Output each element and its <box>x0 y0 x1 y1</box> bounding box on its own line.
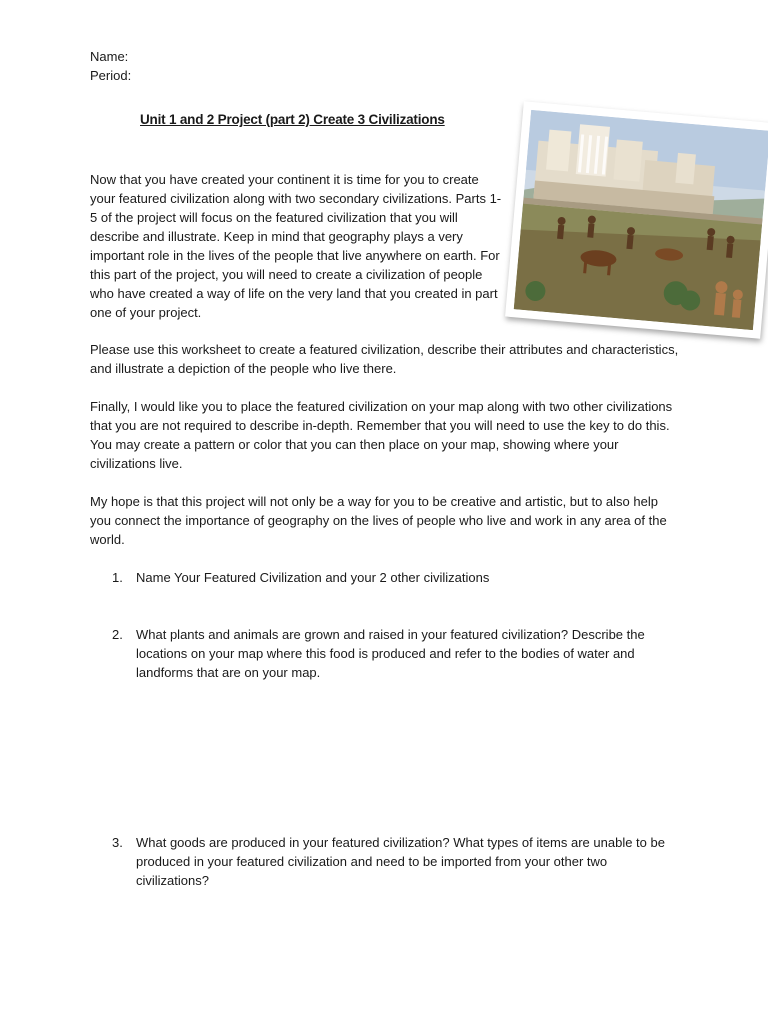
ancient-city-photo <box>505 101 768 338</box>
question-number: 2. <box>112 627 123 642</box>
question-text: Name Your Featured Civilization and your 2 other civilizations <box>136 570 490 585</box>
name-label: Name: <box>90 49 129 64</box>
ancient-city-illustration-icon <box>514 110 768 330</box>
page-title: Unit 1 and 2 Project (part 2) Create 3 Civilizations <box>140 112 445 127</box>
question-number: 1. <box>112 570 123 585</box>
question-text: What goods are produced in your featured civilization? What types of items are unable to be produced in your featured civilization and need to be imported from your other two civilizations? <box>136 835 665 888</box>
intro-paragraph: Now that you have created your continent it is time for you to create your featured civilization along with two secondary civilizations. Parts 1-5 of the project will focus on the featured civilization that you will describe and illustrate. Keep in mind that geography plays a very important role in the lives of the people that live anywhere on earth. For this part of the project, you will need to create a civilization of people who have created a way of life on the very land that you created in part one of your project. <box>90 172 502 320</box>
question-text: What plants and animals are grown and raised in your featured civilization? Describe the locations on your map where this food is produced and refer to the bodies of water and landforms that are on your map. <box>136 627 645 680</box>
closing-paragraph: My hope is that this project will not only be a way for you to be creative and artistic, but to also help you connect the importance of geography on the lives of people who live and work in any area of the world. <box>90 494 667 547</box>
period-label: Period: <box>90 68 132 83</box>
question-number: 3. <box>112 835 123 850</box>
worksheet-instructions-paragraph: Please use this worksheet to create a featured civilization, describe their attributes and characteristics, and illustrate a depiction of the people who live there. <box>90 342 679 376</box>
map-instructions-paragraph: Finally, I would like you to place the featured civilization on your map along with two other civilizations that you are not required to describe in-depth. Remember that you will need to use the key to do this. You may create a pattern or color that you can then place on your map, showing where your civilizations live. <box>90 399 673 471</box>
